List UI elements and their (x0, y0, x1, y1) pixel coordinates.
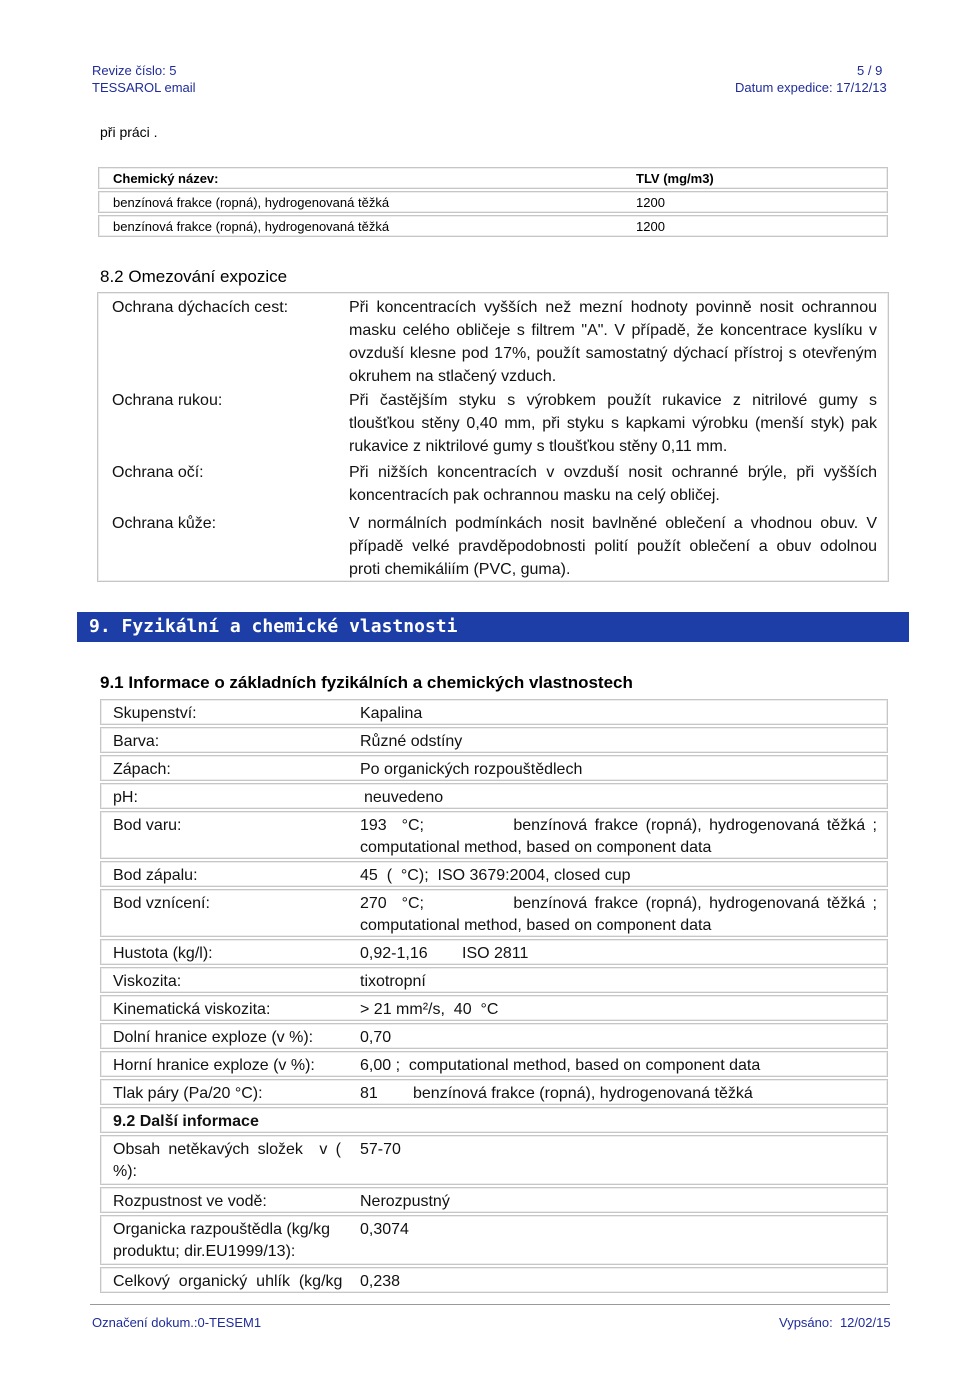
prop-value: 0,3074 (360, 1221, 409, 1238)
section-banner (77, 612, 909, 642)
prop-value: 45 ( °C); ISO 3679:2004, closed cup (360, 867, 631, 884)
table-row (98, 215, 888, 237)
prop-label: Barva: (113, 733, 160, 750)
printed-date: Vypsáno: 12/02/15 (779, 1315, 891, 1330)
revision-number: Revize číslo: 5 (92, 63, 177, 78)
prop-kinematic-viscosity (100, 995, 888, 1021)
prop-label: Bod zápalu: (113, 867, 198, 884)
footer-divider (90, 1304, 890, 1305)
product-name: TESSAROL email (92, 80, 196, 95)
prop-label: Zápach: (113, 761, 171, 778)
prop-value: Různé odstíny (360, 733, 463, 750)
prop-label: Kinematická viskozita: (113, 1001, 271, 1018)
prop-water-solubility (100, 1187, 888, 1213)
tlv-cell-name: benzínová frakce (ropná), hydrogenovaná těžká (113, 219, 390, 234)
eyes-label: Ochrana očí: (112, 464, 204, 481)
prop-nonvolatile (100, 1135, 888, 1185)
subsection-title: 9.1 Informace o základních fyzikálních a chemických vlastnostech (100, 673, 633, 692)
skin-text: V normálních podmínkách nosit bavlněné oblečení a vhodnou obuv. V případě velké pravděpodobnosti polití použít oblečení a obuv odolnou proti chemikáliím (PVC, guma). (349, 515, 877, 578)
prop-label: Bod varu: (113, 817, 182, 834)
tlv-table (98, 167, 888, 239)
intro-text: při práci . (100, 124, 158, 140)
prop-note: benzínová frakce (ropná), hydrogenovaná těžká (413, 1085, 753, 1102)
prop-value: > 21 mm²/s, 40 °C (360, 1001, 499, 1018)
prop-autoignition (100, 889, 888, 937)
prop-value: Kapalina (360, 705, 423, 722)
document-id: Označení dokum.:0-TESEM1 (92, 1315, 262, 1330)
tlv-cell-value: 1200 (636, 195, 665, 210)
prop-odor (100, 755, 888, 781)
issue-date: Datum expedice: 17/12/13 (735, 80, 887, 95)
tlv-table-header (98, 167, 888, 189)
prop-value: Po organických rozpouštědlech (360, 761, 583, 778)
prop-label: Hustota (kg/l): (113, 945, 213, 962)
prop-value: 81 (360, 1085, 378, 1102)
page-number: 5 / 9 (857, 63, 883, 78)
tlv-header-name: Chemický název: (113, 171, 219, 186)
prop-organic-solvents (100, 1215, 888, 1265)
exposure-box (97, 292, 889, 582)
prop-boiling-point (100, 811, 888, 859)
prop-value: Nerozpustný (360, 1193, 450, 1210)
table-row (98, 191, 888, 213)
prop-state (100, 699, 888, 725)
prop-lower-explosion-limit (100, 1023, 888, 1049)
prop-vapour-pressure (100, 1079, 888, 1105)
other-info-title: 9.2 Další informace (113, 1113, 259, 1130)
prop-total-organic-carbon (100, 1267, 888, 1293)
hands-text: Při častějším styku s výrobkem použít rukavice z nitrilové gumy s tloušťkou stěny 0,40 mm, při styku s kapkami výrobku (menší styk) pak rukavice z niktrilové gumy s tloušťkou stěny 0,11 mm. (349, 392, 877, 455)
skin-label: Ochrana kůže: (112, 515, 217, 532)
respiratory-text: Při koncentracích vyšších než mezní hodnoty povinně nosit ochrannou masku celého obličeje s filtrem "A". V případě, že koncentrace kyslíku v ovzduší klesne pod 17%, použít samostatný dýchací přístroj s otevřeným okruhem na stlačený vzduch. (349, 299, 877, 385)
prop-value: 6,00 ; computational method, based on component data (360, 1057, 761, 1074)
prop-color (100, 727, 888, 753)
respiratory-label: Ochrana dýchacích cest: (112, 299, 289, 316)
tlv-cell-name: benzínová frakce (ropná), hydrogenovaná těžká (113, 195, 390, 210)
prop-flash-point (100, 861, 888, 887)
prop-label: Bod vznícení: (113, 895, 210, 912)
hands-label: Ochrana rukou: (112, 392, 223, 409)
prop-label: pH: (113, 789, 138, 806)
other-info-header (100, 1107, 888, 1133)
prop-value: 0,92-1,16 (360, 945, 428, 962)
prop-method: ISO 2811 (462, 945, 529, 962)
prop-value: neuvedeno (364, 789, 444, 806)
prop-label: Organicka razpouštědla (kg/kg produktu; dir.EU1999/13): (113, 1221, 330, 1260)
prop-density (100, 939, 888, 965)
prop-label: Dolní hranice exploze (v %): (113, 1029, 314, 1046)
prop-label: Skupenství: (113, 705, 197, 722)
eyes-text: Při nižších koncentracích v ovzduší nosit ochranné brýle, při vyšších koncentracích pak ochrannou masku na celý obličej. (349, 464, 877, 504)
section-title: 9. Fyzikální a chemické vlastnosti (89, 616, 458, 637)
prop-value: 193 °C; benzínová frakce (ropná), hydrogenovaná těžká ; computational method, based on component data (360, 817, 882, 856)
prop-value: 270 °C; benzínová frakce (ropná), hydrogenovaná těžká ; computational method, based on component data (360, 895, 882, 934)
tlv-cell-value: 1200 (636, 219, 665, 234)
prop-upper-explosion-limit (100, 1051, 888, 1077)
prop-label: Tlak páry (Pa/20 °C): (113, 1085, 263, 1102)
prop-label: Obsah netěkavých složek v ( %): (113, 1141, 346, 1180)
prop-viscosity (100, 967, 888, 993)
prop-ph (100, 783, 888, 809)
tlv-header-value: TLV (mg/m3) (636, 171, 714, 186)
prop-label: Horní hranice exploze (v %): (113, 1057, 315, 1074)
prop-label: Celkový organický uhlík (kg/kg (113, 1273, 343, 1290)
prop-value: tixotropní (360, 973, 426, 990)
prop-label: Rozpustnost ve vodě: (113, 1193, 267, 1210)
prop-label: Viskozita: (113, 973, 182, 990)
prop-value: 0,70 (360, 1029, 392, 1046)
prop-value: 0,238 (360, 1273, 401, 1290)
exposure-title: 8.2 Omezování expozice (100, 267, 288, 286)
prop-value: 57-70 (360, 1141, 401, 1158)
